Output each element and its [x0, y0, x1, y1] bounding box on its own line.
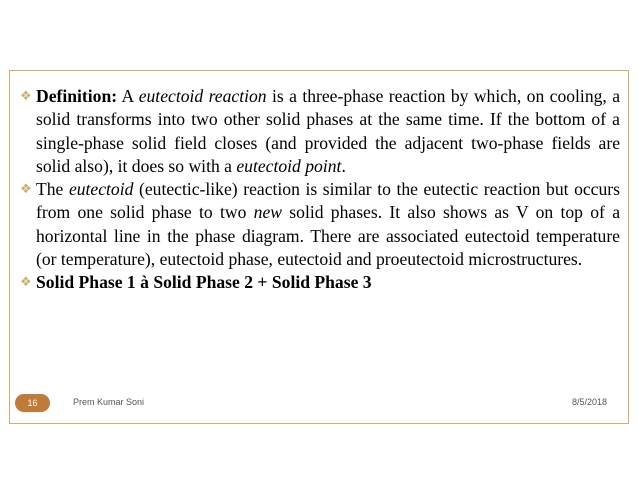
text-run: (eutectic-like) reaction is similar to the eutectic reaction but occurs from one solid phase to two	[36, 179, 620, 223]
text-run: solid phases. It also shows as V on top of a horizontal line in the phase diagram. There are associated eutectoid temperature (or temperature), eutectoid phase, eutectoid and proeutectoid microstructures.	[36, 202, 621, 270]
author-name: Prem Kumar Soni	[73, 397, 145, 407]
diamond-bullet-icon: ❖	[20, 89, 32, 104]
definition-paragraph	[20, 85, 620, 178]
text-run: .	[341, 155, 346, 176]
emphasis-term: eutectoid	[68, 179, 134, 200]
emphasis-term: eutectoid point	[236, 155, 342, 176]
equation-text: Solid Phase 1 à Solid Phase 2 + Solid Phase 3	[36, 272, 372, 293]
text-run: The	[36, 179, 69, 200]
emphasis-term: eutectoid reaction	[138, 86, 267, 106]
definition-label: Definition:	[36, 86, 118, 106]
slide-footer	[9, 394, 629, 414]
text-run: A	[117, 86, 139, 106]
reaction-equation	[20, 271, 620, 294]
text-run: is a three-phase reaction by which, on cooling, a solid transforms into two other solid phases at the same time. If the bottom of a single-phase solid field closes (and provided the adjacent two-phase fields are solid also), it does so with a	[36, 86, 621, 176]
slide-date: 8/5/2018	[571, 397, 607, 407]
page-number-badge: 16	[15, 394, 50, 412]
eutectoid-paragraph	[20, 178, 620, 271]
slide-content	[20, 85, 620, 295]
diamond-bullet-icon: ❖	[20, 182, 32, 198]
diamond-bullet-icon: ❖	[20, 275, 32, 291]
emphasis-term: new	[253, 202, 283, 223]
